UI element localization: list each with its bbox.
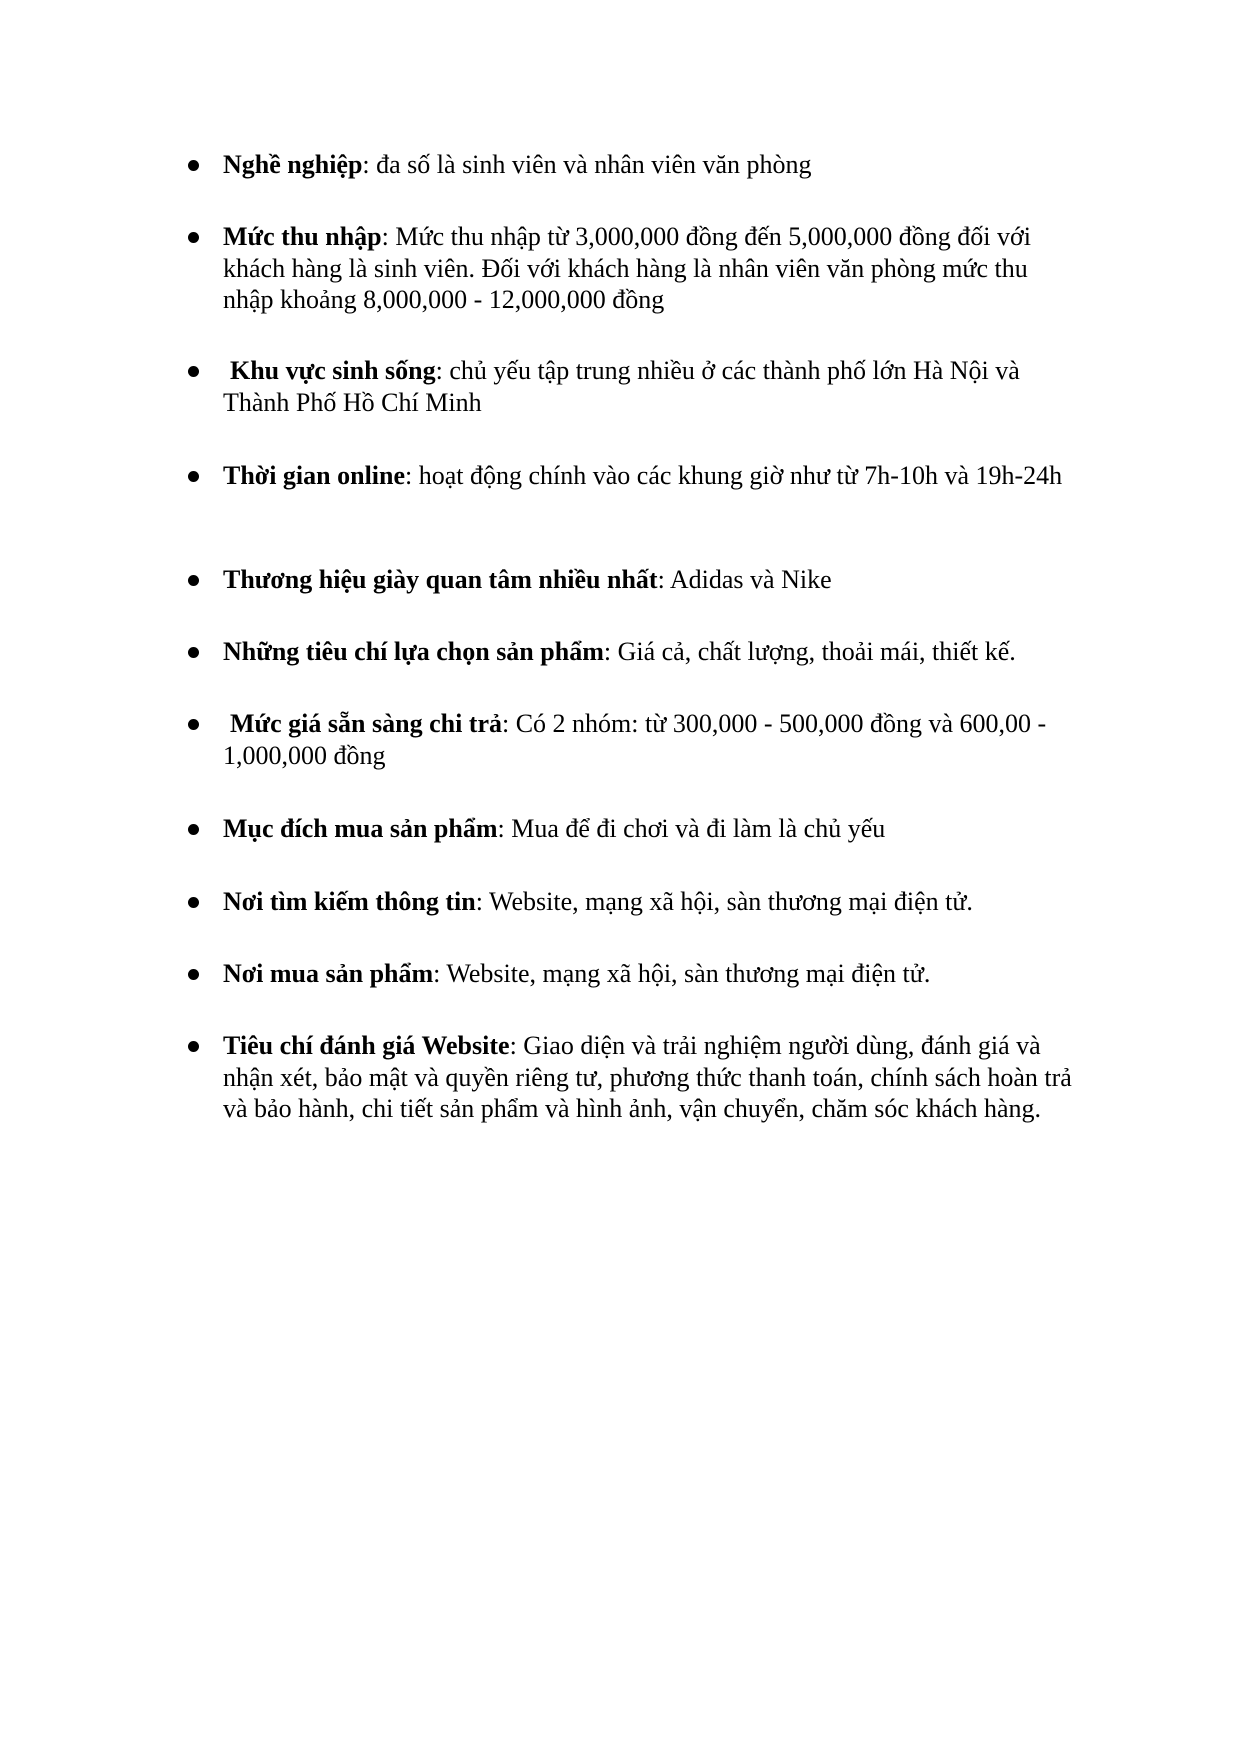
item-text: : Website, mạng xã hội, sàn thương mại điện tử. — [433, 959, 931, 988]
item-label: Nghề nghiệp — [223, 150, 363, 179]
item-label: Mục đích mua sản phẩm — [223, 814, 498, 843]
list-item — [223, 564, 1083, 596]
bullet-icon — [188, 471, 199, 482]
item-label: Thương hiệu giày quan tâm nhiều nhất — [223, 565, 658, 594]
item-text: : Website, mạng xã hội, sàn thương mại điện tử. — [475, 887, 973, 916]
bullet-icon — [188, 969, 199, 980]
item-label: Nơi tìm kiếm thông tin — [223, 887, 476, 916]
list-item — [223, 221, 1083, 316]
bullet-icon — [188, 824, 199, 835]
bullet-icon — [188, 647, 199, 658]
item-text: : hoạt động chính vào các khung giờ như từ 7h-10h và 19h-24h — [405, 461, 1063, 490]
item-text: : Có 2 nhóm: từ 300,000 - 500,000 đồng và 600,00 - 1,000,000 đồng — [223, 709, 1047, 770]
list-item — [223, 1030, 1083, 1125]
item-label: Khu vực sinh sống — [230, 356, 436, 385]
item-label: Những tiêu chí lựa chọn sản phẩm — [223, 637, 604, 666]
bullet-icon — [188, 897, 199, 908]
item-label: Mức thu nhập — [223, 222, 382, 251]
item-text: : Giá cả, chất lượng, thoải mái, thiết kế. — [603, 637, 1016, 666]
bullet-icon — [188, 160, 199, 171]
list-item — [223, 813, 1083, 845]
bullet-icon — [188, 719, 199, 730]
bullet-icon — [188, 232, 199, 243]
bullet-icon — [188, 575, 199, 586]
bullet-icon — [188, 1041, 199, 1052]
item-text: : Giao diện và trải nghiệm người dùng, đánh giá và nhận xét, bảo mật và quyền riêng tư, phương thức thanh toán, chính sách hoàn trả và bảo hành, chi tiết sản phẩm và hình ảnh, vận chuyển, chăm sóc khách hàng. — [223, 1031, 1072, 1123]
item-label: Mức giá sẵn sàng chi trả — [230, 709, 502, 738]
item-text: : chủ yếu tập trung nhiều ở các thành phố lớn Hà Nội và Thành Phố Hồ Chí Minh — [223, 356, 1020, 417]
list-item — [223, 886, 1083, 918]
item-text: : đa số là sinh viên và nhân viên văn phòng — [362, 150, 812, 179]
list-item — [223, 460, 1083, 492]
list-item — [223, 149, 1083, 181]
bullet-icon — [188, 366, 199, 377]
list-item — [223, 636, 1083, 668]
list-item — [223, 355, 1083, 418]
item-text: : Adidas và Nike — [657, 565, 832, 594]
list-item — [223, 708, 1083, 771]
list-item — [223, 958, 1083, 990]
item-text: : Mức thu nhập từ 3,000,000 đồng đến 5,000,000 đồng đối với khách hàng là sinh viên. Đối với khách hàng là nhân viên văn phòng mức thu nhập khoảng 8,000,000 - 12,000,000 đồng — [223, 222, 1031, 314]
item-label: Tiêu chí đánh giá Website — [223, 1031, 510, 1060]
item-text: : Mua để đi chơi và đi làm là chủ yếu — [497, 814, 886, 843]
item-label: Thời gian online — [223, 461, 406, 490]
item-label: Nơi mua sản phẩm — [223, 959, 434, 988]
